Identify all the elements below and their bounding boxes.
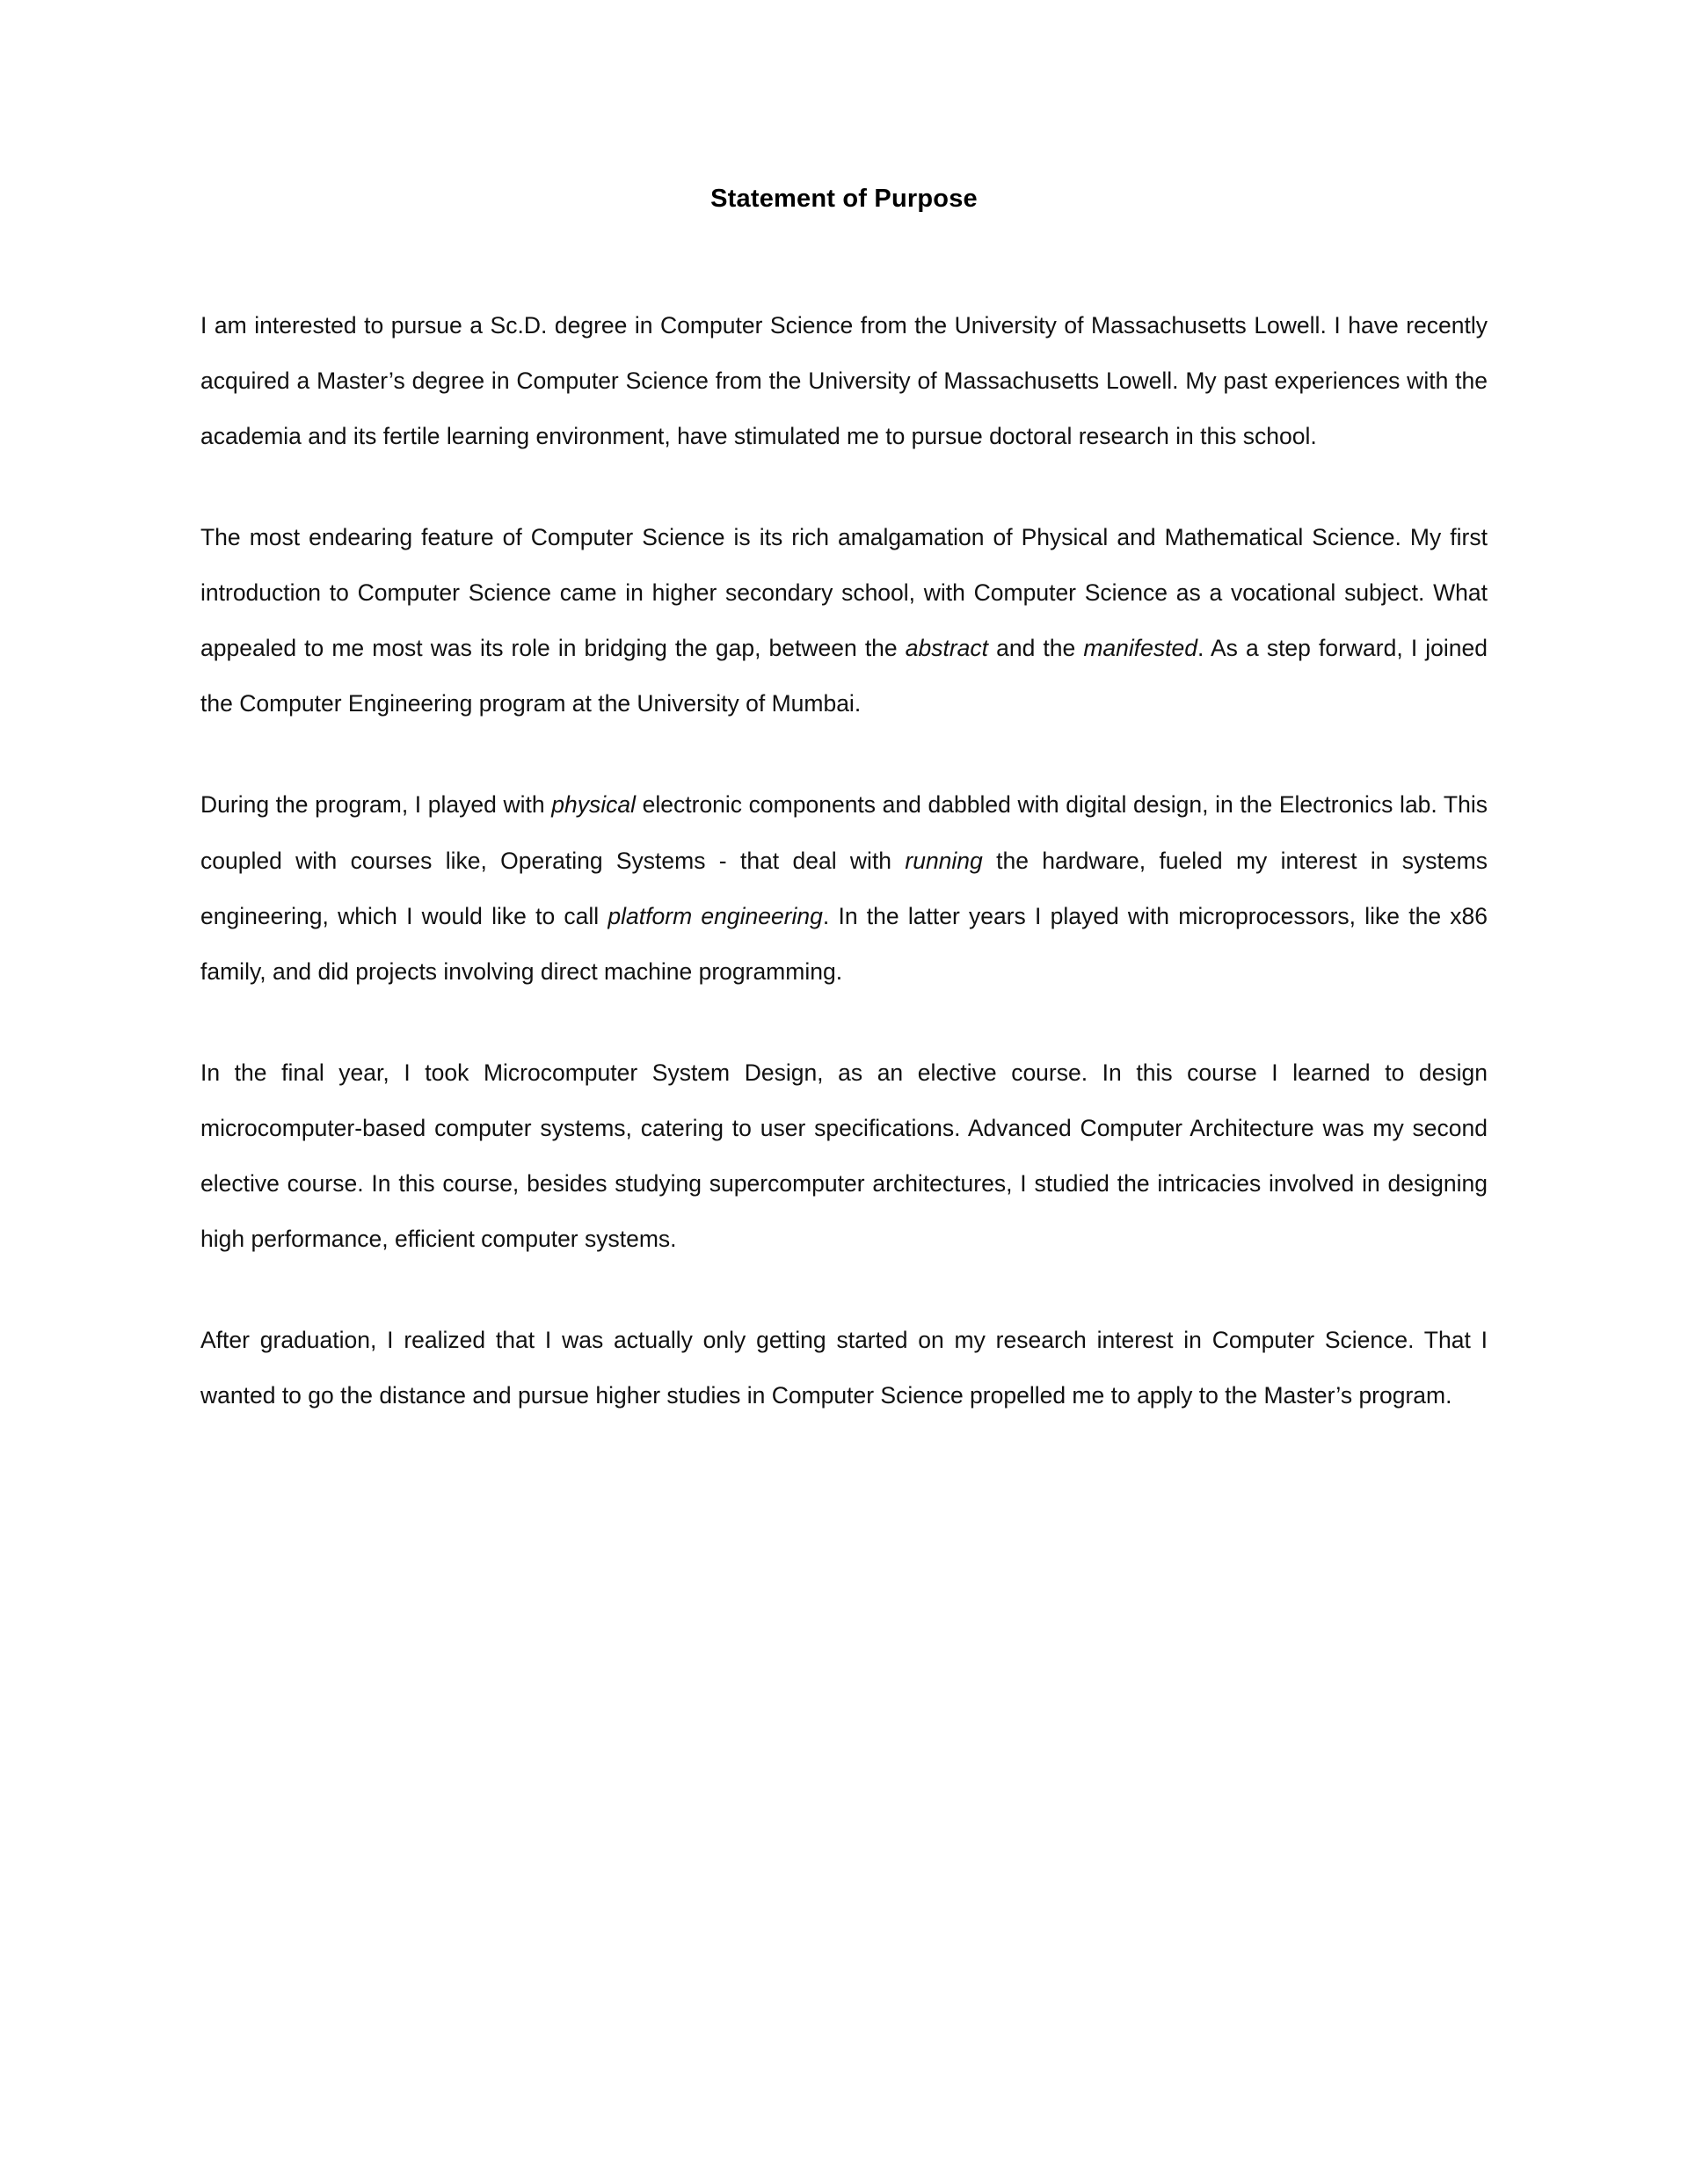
body-text: the hardware, fueled my interest in systems engineering, which I would like to call (200, 847, 1488, 929)
paragraph-p1 (200, 298, 1488, 464)
emphasis-text: platform engineering (608, 902, 823, 929)
body-text: After graduation, I realized that I was actually only getting started on my research interest in Computer Science. That I wanted to go the distance and pursue higher studies in Computer Science propelled me to apply to the Master’s program. (200, 1326, 1488, 1409)
body-text: and the (988, 635, 1084, 662)
paragraph-p3 (200, 777, 1488, 999)
body-text: . In the latter years I played with microprocessors, like the x86 family, and did projects involving direct machine programming. (200, 902, 1488, 985)
body-text: electronic components and dabbled with digital design, in the Electronics lab. This coupled with courses like, Operating Systems - that deal with (200, 791, 1488, 874)
page-title: Statement of Purpose (710, 185, 978, 213)
emphasis-text: abstract (905, 635, 989, 662)
body-text: I am interested to pursue a Sc.D. degree in Computer Science from the University of Massachusetts Lowell. I have recently acquired a Master’s degree in Computer Science from the University of Massachusetts Lowell. My past experiences with the academia and its fertile learning environment, have stimulated me to pursue doctoral research in this school. (200, 312, 1488, 450)
paragraph-p5 (200, 1313, 1488, 1423)
body-text: The most endearing feature of Computer Science is its rich amalgamation of Physical and Mathematical Science. My first introduction to Computer Science came in higher secondary school, with Computer Science as a vocational subject. What appealed to me most was its role in bridging the gap, between the (200, 524, 1488, 662)
paragraph-p4 (200, 1045, 1488, 1267)
body-text: During the program, I played with (200, 791, 552, 819)
emphasis-text: running (905, 847, 983, 874)
emphasis-text: physical (551, 791, 637, 819)
body-text: . As a step forward, I joined the Computer Engineering program at the University of Mumbai. (200, 635, 1488, 717)
paragraph-p2 (200, 510, 1488, 732)
body-text: In the final year, I took Microcomputer System Design, as an elective course. In this course I learned to design microcomputer-based computer systems, catering to user specifications. Advanced Computer Architecture was my second elective course. In this course, besides studying supercomputer architectures, I studied the intricacies involved in designing high performance, efficient computer systems. (200, 1059, 1488, 1252)
emphasis-text: manifested (1083, 635, 1197, 662)
document-body (200, 298, 1488, 1423)
